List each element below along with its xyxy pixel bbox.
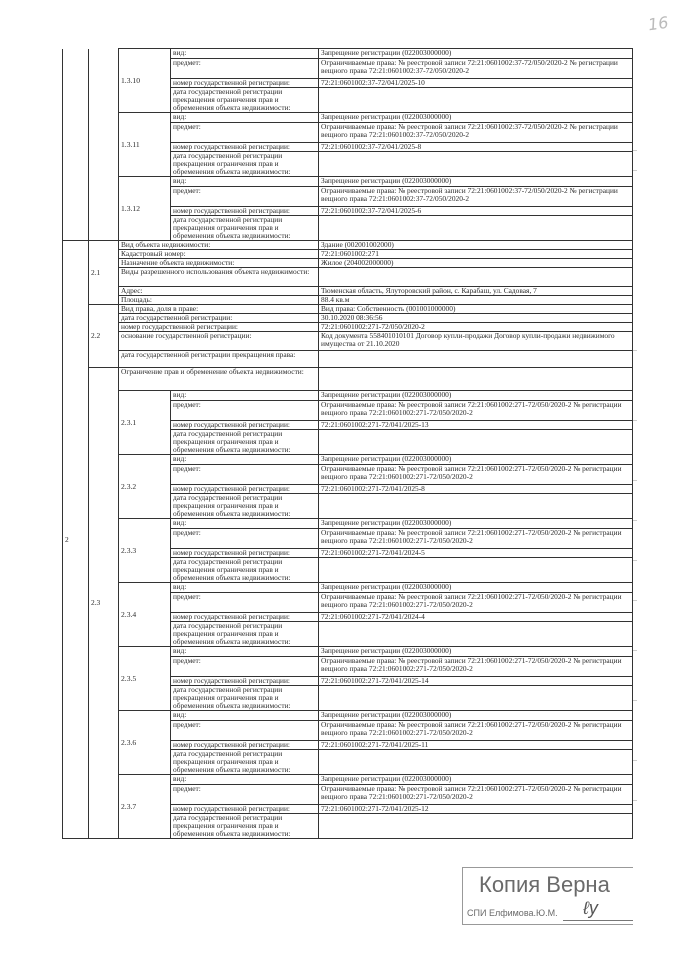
table-row [63, 296, 633, 305]
field-value: Жилое (204002000000) [319, 259, 633, 268]
subsection-number: 2.1 [89, 241, 119, 305]
value-termination-date [319, 152, 633, 177]
scan-artifact [633, 700, 637, 701]
value-vid: Запрещение регистрации (022003000000) [319, 49, 633, 59]
value-vid: Запрещение регистрации (022003000000) [319, 177, 633, 187]
field-label: Адрес: [119, 287, 319, 296]
label-termination-date: дата государственной регистрации прекращения ограничения прав и обременения объекта недвижимости: [171, 750, 319, 775]
subsection-1-3-col [89, 49, 119, 241]
label-termination-date: дата государственной регистрации прекращения ограничения прав и обременения объекта недвижимости: [171, 430, 319, 455]
label-termination-date: дата государственной регистрации прекращения ограничения прав и обременения объекта недвижимости: [171, 622, 319, 647]
entry-number: 2.3.3 [119, 519, 171, 583]
handwritten-page-number: 16 [646, 12, 670, 35]
value-predmet: Ограничиваемые права: № реестровой записи 72:21:0601002:271-72/050/2020-2 № регистрации вещного права 72:21:0601002:271-72/050/2020-2 [319, 785, 633, 805]
value-termination-date [319, 750, 633, 775]
label-reg-number: номер государственной регистрации: [171, 207, 319, 216]
value-predmet: Ограничиваемые права: № реестровой записи 72:21:0601002:37-72/050/2020-2 № регистрации вещного права 72:21:0601002:37-72/050/2020-2 [319, 59, 633, 79]
label-predmet: предмет: [171, 785, 319, 805]
label-reg-number: номер государственной регистрации: [171, 613, 319, 622]
signature-line [563, 920, 633, 921]
field-label: Вид объекта недвижимости: [119, 241, 319, 250]
value-predmet: Ограничиваемые права: № реестровой записи 72:21:0601002:271-72/050/2020-2 № регистрации вещного права 72:21:0601002:271-72/050/2020-2 [319, 465, 633, 485]
certified-copy-stamp [462, 867, 633, 925]
label-predmet: предмет: [171, 59, 319, 79]
table-row [63, 332, 633, 351]
value-termination-date [319, 88, 633, 113]
value-predmet: Ограничиваемые права: № реестровой записи 72:21:0601002:271-72/050/2020-2 № регистрации вещного права 72:21:0601002:271-72/050/2020-2 [319, 401, 633, 421]
table-row [63, 519, 633, 529]
field-label: основание государственной регистрации: [119, 332, 319, 351]
field-value [319, 268, 633, 287]
value-predmet: Ограничиваемые права: № реестровой записи 72:21:0601002:271-72/050/2020-2 № регистрации вещного права 72:21:0601002:271-72/050/2020-2 [319, 657, 633, 677]
scan-artifact [633, 650, 637, 651]
value-termination-date [319, 494, 633, 519]
value-termination-date [319, 686, 633, 711]
value-reg-number: 72:21:0601002:37-72/041/2025-8 [319, 143, 633, 152]
value-reg-number: 72:21:0601002:271-72/041/2025-8 [319, 485, 633, 494]
label-predmet: предмет: [171, 529, 319, 549]
restrictions-header: Ограничение прав и обременение объекта недвижимости: [119, 368, 319, 391]
value-termination-date [319, 558, 633, 583]
label-termination-date: дата государственной регистрации прекращения ограничения прав и обременения объекта недвижимости: [171, 216, 319, 241]
table-row [63, 391, 633, 401]
value-reg-number: 72:21:0601002:271-72/041/2025-11 [319, 741, 633, 750]
value-vid: Запрещение регистрации (022003000000) [319, 519, 633, 529]
label-reg-number: номер государственной регистрации: [171, 741, 319, 750]
table-row [63, 583, 633, 593]
section-1-col [63, 49, 89, 241]
label-predmet: предмет: [171, 123, 319, 143]
label-predmet: предмет: [171, 657, 319, 677]
label-reg-number: номер государственной регистрации: [171, 421, 319, 430]
label-reg-number: номер государственной регистрации: [171, 143, 319, 152]
entry-number: 1.3.11 [119, 113, 171, 177]
value-termination-date [319, 216, 633, 241]
field-value: 72:21:0601002:271 [319, 250, 633, 259]
entry-number: 2.3.4 [119, 583, 171, 647]
table-row [63, 351, 633, 368]
table-row [63, 711, 633, 721]
entry-number: 2.3.5 [119, 647, 171, 711]
table-row [63, 455, 633, 465]
subsection-number: 2.3 [89, 368, 119, 839]
field-value [319, 351, 633, 368]
scan-artifact [633, 520, 637, 521]
field-label: Кадастровый номер: [119, 250, 319, 259]
value-termination-date [319, 814, 633, 839]
value-vid: Запрещение регистрации (022003000000) [319, 113, 633, 123]
scan-artifact [633, 480, 637, 481]
scan-artifact [633, 150, 637, 151]
table-row [63, 49, 633, 59]
label-vid: вид: [171, 775, 319, 785]
entry-number: 2.3.6 [119, 711, 171, 775]
label-vid: вид: [171, 711, 319, 721]
table-row [63, 113, 633, 123]
label-termination-date: дата государственной регистрации прекращения ограничения прав и обременения объекта недвижимости: [171, 558, 319, 583]
label-predmet: предмет: [171, 593, 319, 613]
table-row [63, 305, 633, 314]
value-predmet: Ограничиваемые права: № реестровой записи 72:21:0601002:271-72/050/2020-2 № регистрации вещного права 72:21:0601002:271-72/050/2020-2 [319, 593, 633, 613]
field-label: Площадь: [119, 296, 319, 305]
field-label: Вид права, доля в праве: [119, 305, 319, 314]
field-label: дата государственной регистрации: [119, 314, 319, 323]
value-reg-number: 72:21:0601002:37-72/041/2025-6 [319, 207, 633, 216]
field-value: Здание (002001002000) [319, 241, 633, 250]
table-row [63, 241, 633, 250]
label-termination-date: дата государственной регистрации прекращения ограничения прав и обременения объекта недвижимости: [171, 152, 319, 177]
value-predmet: Ограничиваемые права: № реестровой записи 72:21:0601002:37-72/050/2020-2 № регистрации вещного права 72:21:0601002:37-72/050/2020-2 [319, 187, 633, 207]
table-row [63, 177, 633, 187]
field-value: Вид права: Собственность (001001000000) [319, 305, 633, 314]
table-row [63, 250, 633, 259]
label-termination-date: дата государственной регистрации прекращения ограничения прав и обременения объекта недвижимости: [171, 814, 319, 839]
value-predmet: Ограничиваемые права: № реестровой записи 72:21:0601002:271-72/050/2020-2 № регистрации вещного права 72:21:0601002:271-72/050/2020-2 [319, 529, 633, 549]
label-predmet: предмет: [171, 721, 319, 741]
field-label: номер государственной регистрации: [119, 323, 319, 332]
value-reg-number: 72:21:0601002:271-72/041/2025-14 [319, 677, 633, 686]
scan-artifact [633, 800, 637, 801]
table-row [63, 314, 633, 323]
value-termination-date [319, 430, 633, 455]
label-reg-number: номер государственной регистрации: [171, 79, 319, 88]
section-number: 2 [63, 241, 89, 839]
label-predmet: предмет: [171, 401, 319, 421]
label-vid: вид: [171, 647, 319, 657]
scan-artifact [633, 600, 637, 601]
table-row [63, 647, 633, 657]
label-predmet: предмет: [171, 465, 319, 485]
table-row [63, 259, 633, 268]
entry-number: 2.3.2 [119, 455, 171, 519]
field-value: 72:21:0601002:271-72/050/2020-2 [319, 323, 633, 332]
entry-number: 1.3.12 [119, 177, 171, 241]
label-reg-number: номер государственной регистрации: [171, 549, 319, 558]
label-termination-date: дата государственной регистрации прекращения ограничения прав и обременения объекта недвижимости: [171, 88, 319, 113]
stamp-signer: СПИ Елфимова.Ю.М. [467, 908, 558, 918]
entry-number: 1.3.10 [119, 49, 171, 113]
value-vid: Запрещение регистрации (022003000000) [319, 775, 633, 785]
field-value: 30.10.2020 08:36:56 [319, 314, 633, 323]
table-row [63, 775, 633, 785]
field-value: 88.4 кв.м [319, 296, 633, 305]
restrictions-header-value [319, 368, 633, 391]
signature: ℓy [583, 898, 598, 918]
value-reg-number: 72:21:0601002:271-72/041/2024-5 [319, 549, 633, 558]
label-vid: вид: [171, 519, 319, 529]
field-label: дата государственной регистрации прекращения права: [119, 351, 319, 368]
value-vid: Запрещение регистрации (022003000000) [319, 391, 633, 401]
field-label: Назначение объекта недвижимости: [119, 259, 319, 268]
value-vid: Запрещение регистрации (022003000000) [319, 647, 633, 657]
table-row [63, 323, 633, 332]
value-termination-date [319, 622, 633, 647]
value-predmet: Ограничиваемые права: № реестровой записи 72:21:0601002:37-72/050/2020-2 № регистрации вещного права 72:21:0601002:37-72/050/2020-2 [319, 123, 633, 143]
scan-artifact [633, 420, 637, 421]
entry-number: 2.3.7 [119, 775, 171, 839]
field-value: Код документа 558401010101 Договор купли-продажи Договор купли-продажи недвижимого имущества от 21.10.2020 [319, 332, 633, 351]
scan-artifact [633, 170, 637, 171]
value-reg-number: 72:21:0601002:271-72/041/2024-4 [319, 613, 633, 622]
value-reg-number: 72:21:0601002:271-72/041/2025-12 [319, 805, 633, 814]
label-termination-date: дата государственной регистрации прекращения ограничения прав и обременения объекта недвижимости: [171, 494, 319, 519]
value-vid: Запрещение регистрации (022003000000) [319, 583, 633, 593]
value-predmet: Ограничиваемые права: № реестровой записи 72:21:0601002:271-72/050/2020-2 № регистрации вещного права 72:21:0601002:271-72/050/2020-2 [319, 721, 633, 741]
label-vid: вид: [171, 391, 319, 401]
field-label: Виды разрешенного использования объекта недвижимости: [119, 268, 319, 287]
label-vid: вид: [171, 177, 319, 187]
label-vid: вид: [171, 455, 319, 465]
value-reg-number: 72:21:0601002:37-72/041/2025-10 [319, 79, 633, 88]
label-predmet: предмет: [171, 187, 319, 207]
stamp-title: Копия Верна [479, 872, 610, 897]
label-reg-number: номер государственной регистрации: [171, 805, 319, 814]
scan-artifact [633, 560, 637, 561]
scan-artifact [633, 760, 637, 761]
entry-number: 2.3.1 [119, 391, 171, 455]
label-vid: вид: [171, 583, 319, 593]
value-vid: Запрещение регистрации (022003000000) [319, 455, 633, 465]
label-vid: вид: [171, 49, 319, 59]
subsection-number: 2.2 [89, 305, 119, 368]
field-value: Тюменская область, Ялуторовский район, с. Карабаш, ул. Садовая, 7 [319, 287, 633, 296]
table-row [63, 287, 633, 296]
value-reg-number: 72:21:0601002:271-72/041/2025-13 [319, 421, 633, 430]
table-row [63, 368, 633, 391]
table-row [63, 268, 633, 287]
label-vid: вид: [171, 113, 319, 123]
registry-extract-table [62, 48, 633, 839]
label-termination-date: дата государственной регистрации прекращения ограничения прав и обременения объекта недвижимости: [171, 686, 319, 711]
scan-artifact [633, 350, 637, 351]
value-vid: Запрещение регистрации (022003000000) [319, 711, 633, 721]
label-reg-number: номер государственной регистрации: [171, 677, 319, 686]
label-reg-number: номер государственной регистрации: [171, 485, 319, 494]
